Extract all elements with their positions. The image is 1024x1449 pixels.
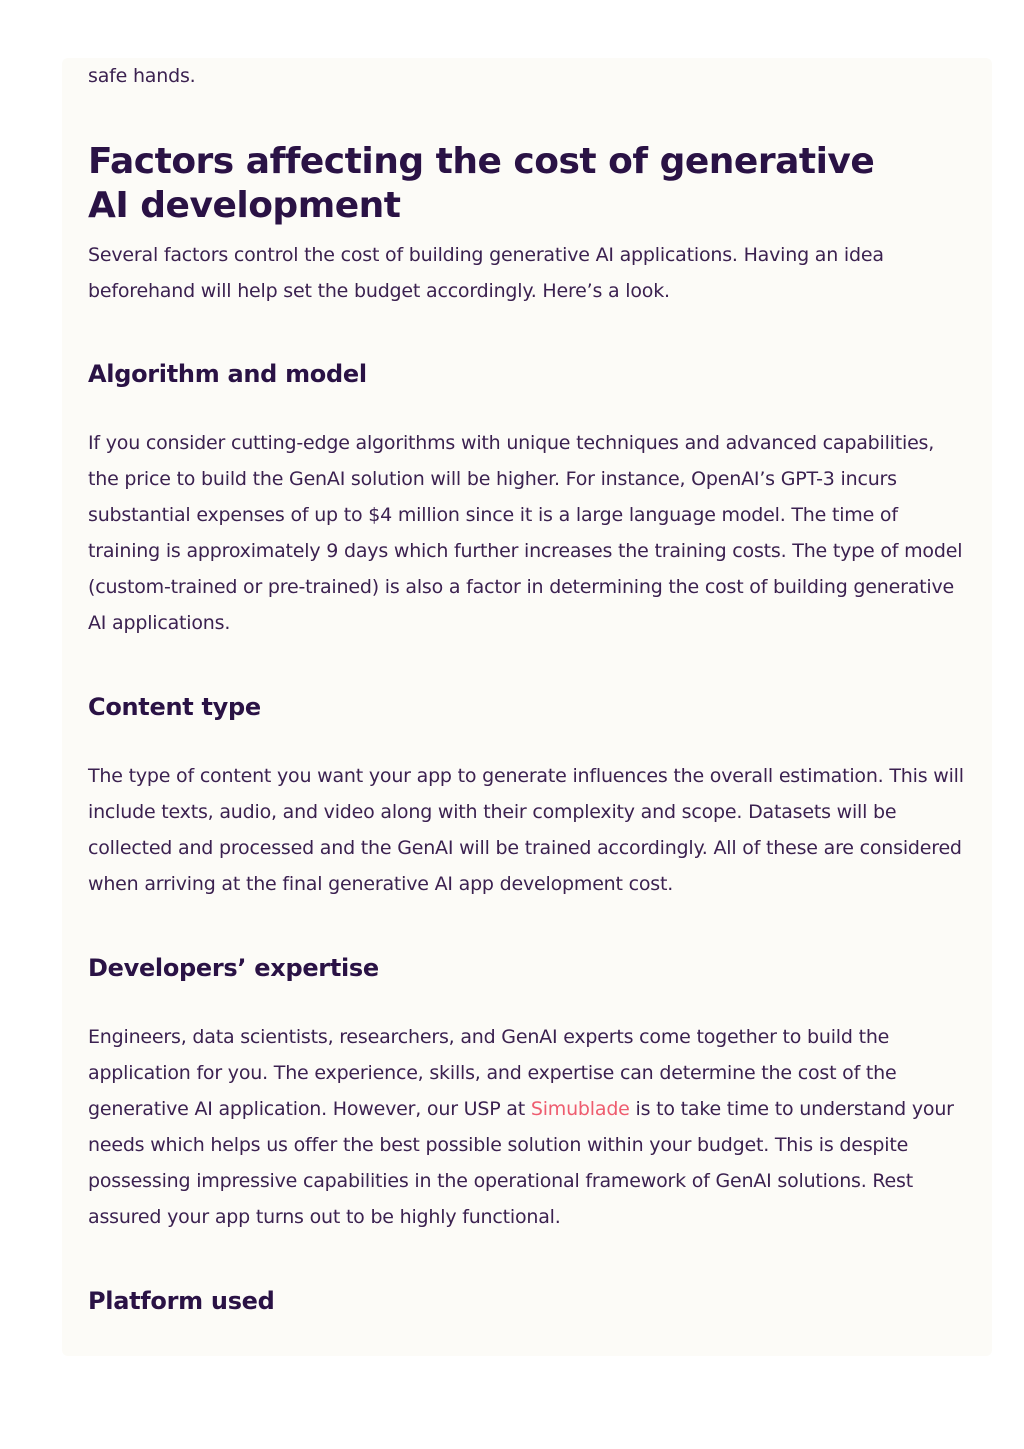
subheading-algorithm-and-model: Algorithm and model — [88, 360, 367, 388]
expertise-text-after-link: is to take time to understand your needs which helps us offer the best possible solution within your budget. This is despite possessing impressive capabilities in the operational framework of GenAI solutions. Rest assured your app turns out to be highly functional. — [88, 1098, 954, 1228]
lead-paragraph-tail: safe hands. — [88, 65, 196, 87]
algorithm-paragraph: If you consider cutting-edge algorithms with unique techniques and advanced capabilities, the price to build the GenAI solution will be higher. For instance, OpenAI’s GPT-3 incurs substantial expenses of up to $4 million since it is a large language model. The time of training is approximately 9 days which further increases the training costs. The type of model (custom-trained or pre-trained) is also a factor in determining the cost of building generative AI applications. — [88, 432, 963, 634]
subheading-content-type: Content type — [88, 693, 261, 721]
subheading-developers-expertise: Developers’ expertise — [88, 954, 379, 982]
subheading-platform-used: Platform used — [88, 1287, 275, 1315]
developers-expertise-paragraph — [88, 1019, 968, 1235]
simublade-link[interactable]: Simublade — [530, 1098, 630, 1120]
intro-paragraph: Several factors control the cost of building generative AI applications. Having an idea beforehand will help set the budget accordingly. Here’s a look. — [88, 244, 884, 302]
content-type-paragraph: The type of content you want your app to generate influences the overall estimation. This will include texts, audio, and video along with their complexity and scope. Datasets will be collected and processed and the GenAI will be trained accordingly. All of these are considered when arriving at the final generative AI app development cost. — [88, 765, 964, 895]
section-heading: Factors affecting the cost of generative AI development — [88, 141, 875, 226]
expertise-text-before-link: Engineers, data scientists, researchers, and GenAI experts come together to build the application for you. The experience, skills, and expertise can determine the cost of the generative AI application. However, our USP at — [88, 1026, 897, 1120]
